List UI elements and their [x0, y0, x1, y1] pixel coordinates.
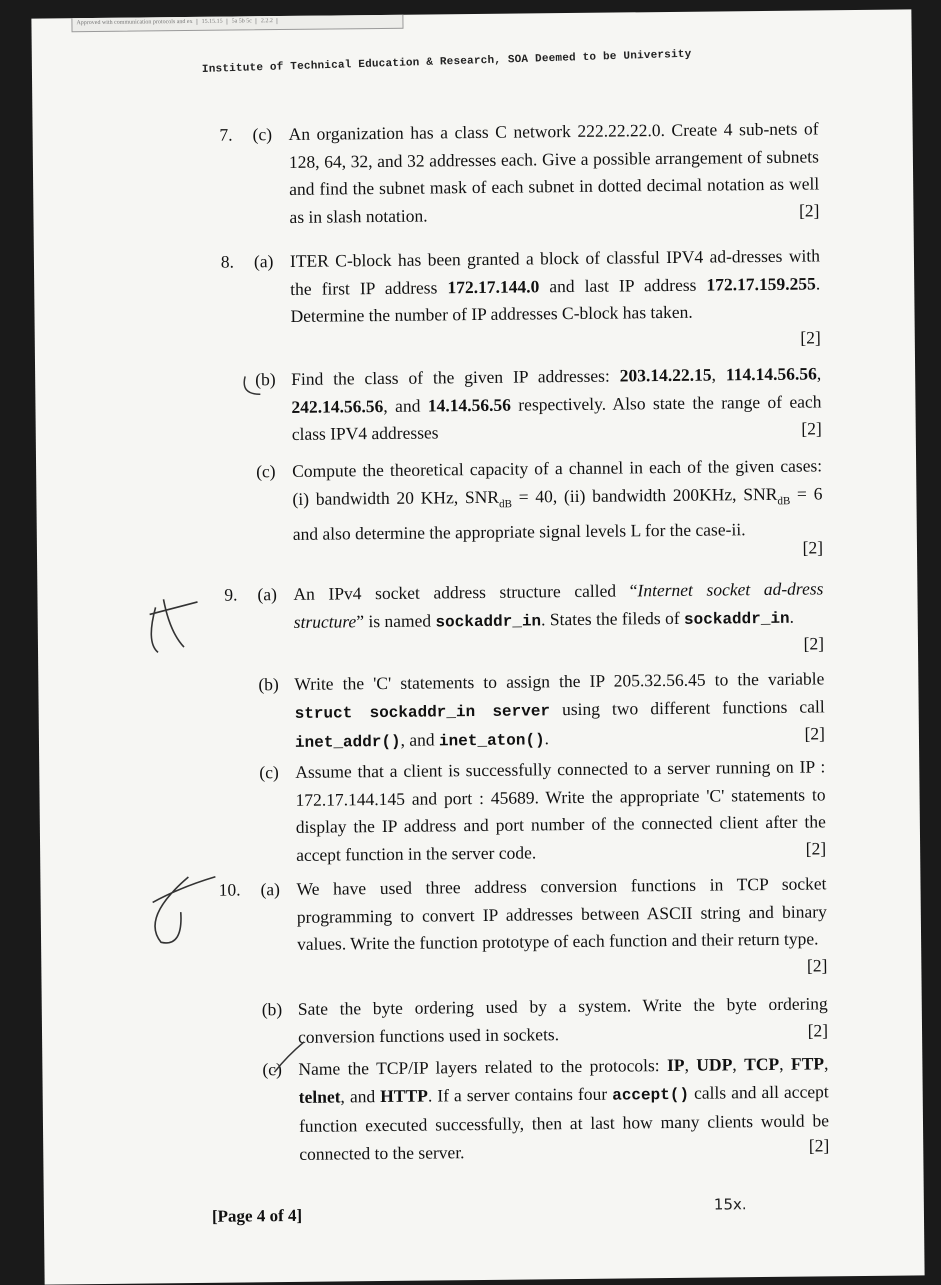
part-text: An IPv4 socket address structure called “Internet socket ad-dress structure” is named sockaddr_in. States the fileds of sockaddr_in. — [293, 578, 824, 632]
part-label: (c) — [256, 461, 276, 482]
strip-cell: 2.2.2 — [257, 18, 278, 24]
exam-page — [31, 9, 924, 1284]
cross-mark-9 — [149, 599, 198, 652]
question-number: 10. — [218, 879, 241, 900]
institute-header: Institute of Technical Education & Research, SOA Deemed to be University — [201, 48, 692, 76]
part-label: (b) — [258, 674, 279, 695]
part-label: (c) — [262, 1059, 282, 1080]
marks: [2] — [802, 537, 824, 558]
handwritten-marks — [31, 9, 924, 1284]
part-label: (b) — [261, 999, 283, 1020]
marks: [2] — [804, 723, 826, 744]
strip-cell: Approved with communication protocols and ex — [72, 19, 197, 26]
page-footer: [Page 4 of 4] — [211, 1205, 303, 1226]
part-text: Write the 'C' statements to assign the IP 205.32.56.45 to the variable struct sockaddr_in server using two different functions call inet_addr(), and inet_aton(). — [294, 668, 825, 752]
part-label: (a) — [257, 584, 277, 605]
part-text: Assume that a client is successfully connected to a server running on IP : 172.17.144.145 and port : 45689. Write the appropriate 'C' statements to display the IP address and port number of the connected client after the accept function in the server code. — [295, 756, 826, 865]
cross-mark-10 — [152, 877, 216, 943]
strip-cell: 5a 5b 5c — [228, 18, 257, 24]
marks: [2] — [805, 838, 827, 859]
part-text: Sate the byte ordering used by a system. Write the byte ordering conversion functions used in sockets. — [297, 993, 828, 1047]
marks: [2] — [808, 1135, 830, 1156]
part-label: (b) — [255, 369, 276, 390]
question-number: 7. — [219, 124, 233, 145]
tick-mark-8b — [244, 376, 260, 394]
handwritten-note: 15x. — [713, 1195, 747, 1214]
marks: [2] — [806, 955, 828, 976]
part-label: (c) — [252, 124, 273, 145]
question-number: 8. — [220, 251, 235, 272]
part-text: We have used three address conversion functions in TCP socket programming to convert IP addresses between ASCII string and binary values. Write the function prototype of each function and their return type. — [296, 873, 827, 954]
part-text: Find the class of the given IP addresses: 203.14.22.15, 114.14.56.56, 242.14.56.56, and 14.14.56.56 respectively. Also state the range of each class IPV4 addresses — [291, 363, 822, 444]
marks: [2] — [803, 633, 825, 654]
part-text: An organization has a class C network 222.22.22.0. Create 4 sub-nets of 128, 64, 32, and 32 addresses each. Give a possible arrangement of subnets and find the subnet mask of each subnet in dotted decimal notation as well as in slash notation. — [288, 118, 820, 227]
marks: [2] — [798, 200, 820, 221]
marks: [2] — [801, 418, 822, 439]
part-label: (a) — [253, 251, 274, 272]
part-label: (c) — [259, 762, 279, 783]
question-number: 9. — [224, 584, 238, 605]
marks: [2] — [807, 1020, 829, 1041]
part-label: (a) — [260, 879, 281, 900]
part-text: ITER C-block has been granted a block of classful IPV4 ad-dresses with the first IP address 172.17.144.0 and last IP address 172.17.159.255. Determine the number of IP addresses C-block has taken. — [289, 245, 821, 326]
strip-cell: 15.15.15 — [198, 19, 228, 25]
part-text: Compute the theoretical capacity of a channel in each of the given cases: (i) bandwidth 20 KHz, $SNR_{dB} = 40$, (ii) bandwidth 200KHz, $SNR_{dB} = 6$ and also determine the appropriate signal levels L for the case-ii. — [292, 455, 823, 544]
part-text: Name the TCP/IP layers related to the protocols: IP, UDP, TCP, FTP, telnet, and HTTP. If a server contains four accept() calls and all accept function executed successfully, then at last how many clients would be connected to the server. — [298, 1053, 830, 1164]
tick-mark-10c — [274, 1042, 304, 1072]
marks: [2] — [800, 327, 821, 348]
